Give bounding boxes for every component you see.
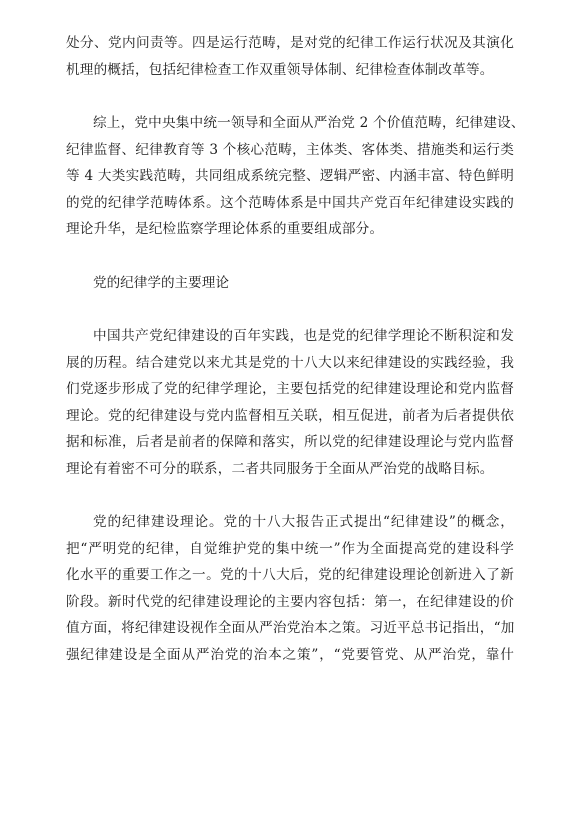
paragraph-discipline-building-theory [66,509,514,668]
text-line: 化水平的重要工作之一。党的十八大后，党的纪律建设理论创新进入了新 [66,567,514,583]
text-line: 理论升华，是纪检监察学理论体系的重要组成部分。 [66,221,384,237]
paragraph-spacer [66,83,514,110]
paragraph-spacer [66,243,514,270]
paragraph-spacer [66,296,514,323]
paragraph-disposition-and-operation [66,30,514,83]
paragraph-main-theories [66,323,514,482]
text-line: 强纪律建设是全面从严治党的治本之策”，“党要管党、从严治党，靠什 [66,646,514,663]
text-line: 党的纪律建设理论。党的十八大报告正式提出“纪律建设”的概念， [93,514,514,530]
text-line: 理论。党的纪律建设与党内监督相互关联，相互促进，前者为后者提供依 [66,407,514,424]
text-line: 据和标准，后者是前者的保障和落实，所以党的纪律建设理论与党内监督 [66,434,514,450]
text-line: 等 4 大类实践范畴，共同组成系统完整、逻辑严密、内涵丰富、特色鲜明 [66,168,514,184]
text-line: 中国共产党纪律建设的百年实践，也是党的纪律学理论不断积淀和发 [93,328,514,344]
text-line: 阶段。新时代党的纪律建设理论的主要内容包括：第一，在纪律建设的价 [66,593,514,610]
section-heading: 党的纪律学的主要理论 [93,274,229,291]
paragraph-spacer [66,482,514,509]
text-line: 的党的纪律学范畴体系。这个范畴体系是中国共产党百年纪律建设实践的 [66,194,514,211]
text-line: 理论有着密不可分的联系，二者共同服务于全面从严治党的战略目标。 [66,460,494,477]
text-line: 综上，党中央集中统一领导和全面从严治党 2 个价值范畴，纪律建设、 [93,115,525,131]
document-page [66,30,525,668]
text-line: 展的历程。结合建党以来尤其是党的十八大以来纪律建设的实践经验，我 [66,354,514,371]
text-line: 纪律监督、纪律教育等 3 个核心范畴，主体类、客体类、措施类和运行类 [66,141,514,158]
text-line: 值方面，将纪律建设视作全面从严治党治本之策。习近平总书记指出，“加 [66,620,515,636]
text-line: 机理的概括，包括纪律检查工作双重领导体制、纪律检查体制改革等。 [66,61,494,78]
text-line: 把“严明党的纪律，自觉维护党的集中统一”作为全面提高党的建设科学 [66,540,514,557]
text-line: 处分、党内问责等。四是运行范畴，是对党的纪律工作运行状况及其演化 [66,35,514,51]
text-line: 们党逐步形成了党的纪律学理论，主要包括党的纪律建设理论和党内监督 [66,381,514,397]
paragraph-summary [66,110,525,243]
